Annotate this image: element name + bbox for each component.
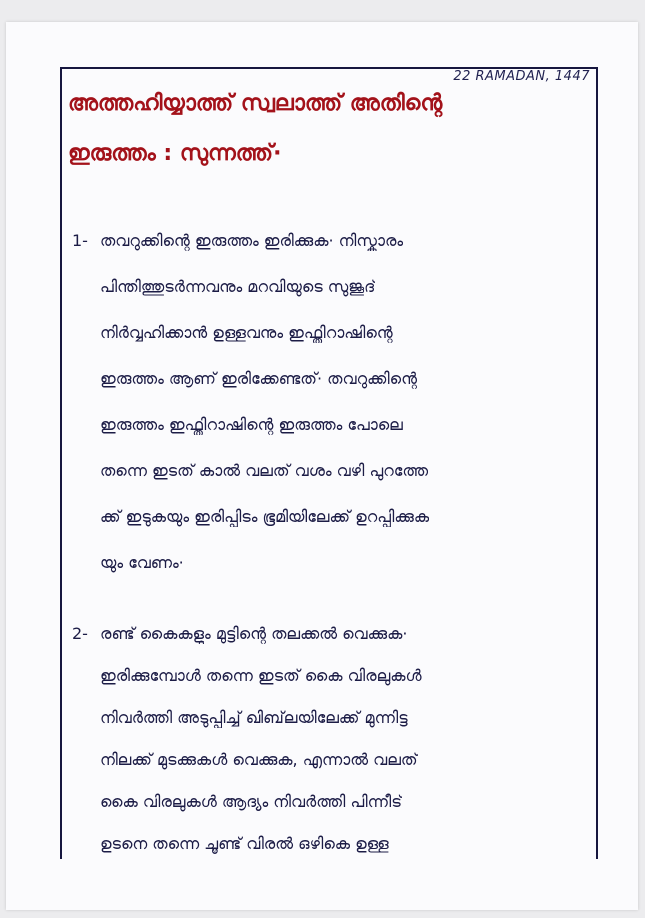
paragraph-line: രണ്ട് കൈകളും മുട്ടിന്റെ തലക്കൽ വെക്കുക· bbox=[100, 624, 408, 643]
paragraph-line: പിന്തിത്തുടർന്നവനും മറവിയുടെ സുജൂദ് bbox=[100, 277, 376, 296]
paragraph-line: യും വേണം· bbox=[100, 553, 184, 572]
paragraph-line: ഇരുത്തം ഇഫ്തിറാഷിന്റെ ഇരുത്തം പോലെ bbox=[100, 415, 403, 434]
paragraph-line: ഉടനെ തന്നെ ചൂണ്ട് വിരൽ ഒഴികെ ഉള്ള bbox=[100, 834, 389, 853]
paragraph-line: നിലക്ക് മുടക്കുകൾ വെക്കുക, എന്നാൽ വലത് bbox=[100, 750, 418, 769]
paragraph-number: 1- bbox=[72, 231, 88, 250]
paragraph-line: തന്നെ ഇടത് കാൽ വലത് വശം വഴി പുറത്തേ bbox=[100, 461, 429, 480]
paragraph-line: കൈ വിരലുകൾ ആദ്യം നിവർത്തി പിന്നീട് bbox=[100, 792, 403, 811]
paragraph-number: 2- bbox=[72, 624, 88, 643]
page-frame bbox=[60, 67, 598, 859]
paragraph-line: നിവർത്തി അടുപ്പിച്ച് ഖിബ്‌ലയിലേക്ക് മുന്നിട്ട bbox=[100, 708, 408, 727]
paragraph-line: തവറുക്കിന്റെ ഇരുത്തം ഇരിക്കുക· നിസ്കാരം bbox=[100, 231, 404, 250]
title-line-1: അത്തഹിയ്യാത്ത് സ്വലാത്ത് അതിന്റെ bbox=[68, 91, 443, 116]
title-line-2: ഇരുത്തം : സുന്നത്ത്· bbox=[68, 141, 282, 166]
date-header: 22 RAMADAN, 1447 bbox=[453, 69, 590, 84]
paragraph-line: ഇരിക്കുമ്പോൾ തന്നെ ഇടത് കൈ വിരലുകൾ bbox=[100, 666, 422, 685]
paragraph-line: ക്ക് ഇടുകയും ഇരിപ്പിടം ഭൂമിയിലേക്ക് ഉറപ്പിക്കുക bbox=[100, 507, 430, 526]
paragraph-line: ഇരുത്തം ആണ് ഇരിക്കേണ്ടത്· തവറുക്കിന്റെ bbox=[100, 369, 417, 388]
paragraph-line: നിർവ്വഹിക്കാൻ ഉള്ളവനും ഇഫ്തിറാഷിന്റെ bbox=[100, 323, 393, 342]
